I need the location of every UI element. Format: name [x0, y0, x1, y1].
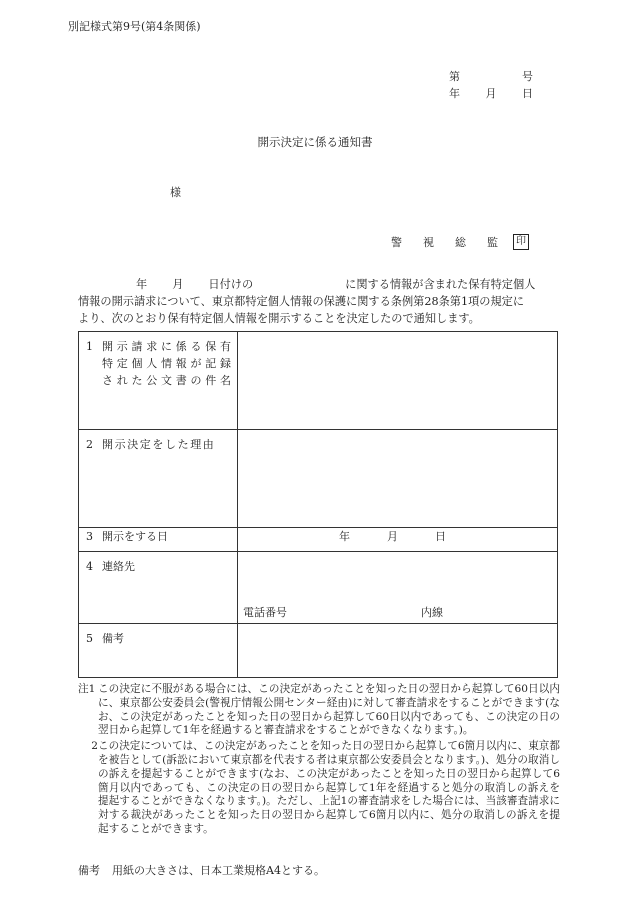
row5-num: 5: [86, 632, 93, 645]
row1-line: 開 示 請 求 に 係 る 保 有: [102, 340, 231, 353]
notice-table: [78, 331, 558, 678]
note-text: この決定については、この決定があったことを知った日の翌日から起算して6箇月以内に、東京都を被告として(訴訟において東京都を代表する者は東京都公安委員会となります。)、処分の取消しの訴えを提起することができます(なお、この決定があったことを知った日の翌日から起算して6箇月以内であっても、この決定の日の翌日から起算して1年を経過すると処分の取消しの訴えを提起することができなくなります。)。ただし、上記1の審査請求をした場合には、当該審査請求に対する裁決があったことを知った日の翌日から起算して6箇月以内に、処分の取消しの訴えを提起することができます。: [98, 740, 560, 835]
intro-line3: より、次のとおり保有特定個人情報を開示することを決定したので通知します。: [78, 312, 480, 325]
sender-char: 監: [487, 236, 498, 249]
intro-month: 月: [172, 278, 184, 291]
intro-day: 日付けの: [208, 278, 254, 291]
phone-label: 電話番号: [243, 606, 287, 619]
row1-label: [79, 332, 238, 430]
date-day: 日: [522, 87, 533, 100]
number-prefix: 第: [449, 70, 460, 83]
row2-num: 2: [86, 438, 93, 451]
remark-text: 用紙の大きさは、日本工業規格A4とする。: [112, 864, 325, 877]
table-row: [79, 552, 558, 624]
row3-label: [79, 528, 238, 552]
row3-month: 月: [387, 530, 398, 543]
row3-num: 3: [86, 530, 93, 543]
date-year: 年: [449, 87, 460, 100]
row4-text: 連絡先: [102, 560, 135, 573]
row1-line: 特 定 個 人 情 報 が 記 録: [102, 357, 231, 370]
row4-label: [79, 552, 238, 624]
sender-char: 視: [423, 236, 434, 249]
note-text: この決定に不服がある場合には、この決定があったことを知った日の翌日から起算して60日以内に、東京都公安委員会(警視庁情報公開センター経由)に対して審査請求をすることができます(なお、この決定があったことを知った日の翌日から起算して60日以内であっても、この決定の日の翌日から起算して1年を経過すると審査請求をすることができなくなります。)。: [98, 683, 560, 737]
row2-label: [79, 430, 238, 528]
table-row: [79, 430, 558, 528]
seal-mark: 印: [513, 234, 529, 250]
document-date-line: [449, 85, 533, 101]
document-number-line: [449, 68, 533, 84]
table-row: [79, 332, 558, 430]
row4-value[interactable]: [238, 552, 558, 624]
addressee: 様: [170, 186, 181, 199]
intro-paragraph: [78, 276, 558, 327]
table-row: [79, 624, 558, 678]
form-id: 別記様式第9号(第4条関係): [68, 20, 201, 33]
extension-label: 内線: [421, 606, 443, 619]
sender-char: 警: [391, 236, 402, 249]
row3-day: 日: [435, 530, 446, 543]
row2-value[interactable]: [238, 430, 558, 528]
row5-text: 備考: [102, 632, 124, 645]
row2-text: 開示決定をした理由: [102, 438, 216, 451]
row3-year: 年: [339, 530, 350, 543]
number-suffix: 号: [522, 70, 533, 83]
remark-label: 備考: [78, 864, 100, 877]
table-row: [79, 528, 558, 552]
row1-value[interactable]: [238, 332, 558, 430]
note-item: [78, 683, 560, 738]
notes: [78, 683, 560, 839]
date-month: 月: [485, 87, 497, 100]
remark: [78, 862, 325, 878]
row1-num: 1: [86, 340, 93, 353]
intro-line2: 情報の開示請求について、東京都特定個人情報の保護に関する条例第28条第1項の規定に: [78, 295, 525, 308]
row3-text: 開示をする日: [102, 530, 168, 543]
sender-char: 総: [455, 236, 466, 249]
intro-line1: に関する情報が含まれた保有特定個人: [345, 278, 536, 291]
note-mark: 注1: [78, 683, 96, 695]
row3-value[interactable]: [238, 528, 558, 552]
row4-num: 4: [86, 560, 93, 573]
row5-value[interactable]: [238, 624, 558, 678]
intro-year: 年: [136, 278, 148, 291]
page-title: 開示決定に係る通知書: [257, 135, 373, 149]
note-mark: 2: [91, 740, 98, 753]
row5-label: [79, 624, 238, 678]
note-item: [78, 740, 560, 837]
row1-line: さ れ た 公 文 書 の 件 名: [102, 374, 231, 387]
sender: [391, 234, 529, 250]
